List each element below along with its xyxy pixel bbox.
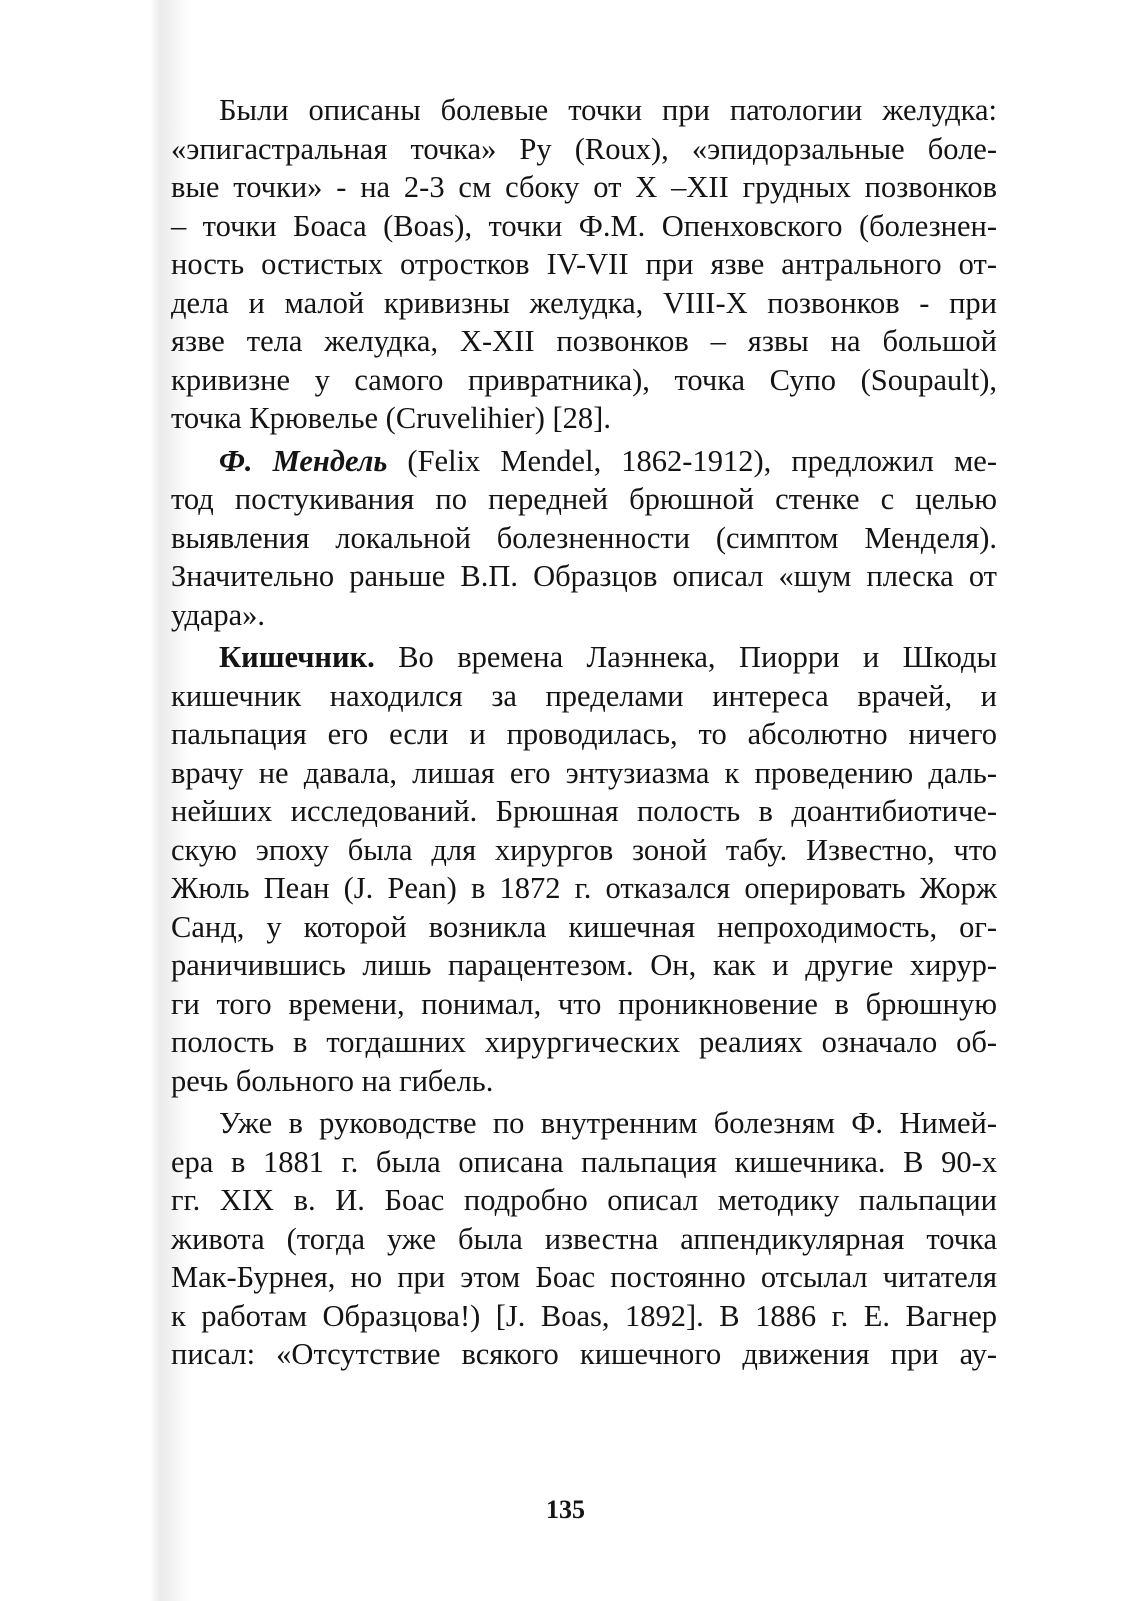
text-line: кишечник находился за пределами интереса врачей, и (171, 678, 997, 713)
paragraph-mendel (171, 442, 997, 635)
text-line (171, 442, 997, 481)
text-line: к работам Образцова!) [J. Boas, 1892]. В 1886 г. Е. Вагнер (171, 1298, 997, 1333)
text-span: (Felix Mendel, 1862-1912), предложил ме- (387, 443, 997, 478)
text-line (171, 638, 997, 677)
scan-gutter-shadow (0, 0, 200, 1601)
text-line: ги того времени, понимал, что проникновение в брюшную (171, 986, 997, 1021)
paragraph-gastric-pain-points (171, 91, 997, 438)
text-line: Жюль Пеан (J. Pean) в 1872 г. отказался оперировать Жорж (171, 871, 997, 905)
text-line: ера в 1881 г. была описана пальпация кишечника. В 90-х (171, 1144, 997, 1179)
text-line: кривизне у самого привратника), точка Супо (Soupault), (171, 362, 997, 397)
text-line: пальпация его если и проводилась, то абсолютно ничего (171, 717, 997, 751)
text-line: раничившись лишь парацентезом. Он, как и другие хирур- (171, 948, 997, 982)
text-line: Мак-Бурнея, но при этом Боас постоянно отсылал читателя (171, 1260, 997, 1294)
page-number: 135 (546, 1495, 585, 1524)
text-line: дела и малой кривизны желудка, VIII-X позвонков - при (171, 285, 997, 320)
text-line: Уже в руководстве по внутренним болезням Ф. Нимей- (219, 1106, 997, 1140)
text-line: скую эпоху была для хирургов зоной табу. Известно, что (171, 832, 997, 867)
text-line: выявления локальной болезненности (симптом Менделя). (171, 520, 997, 555)
text-line: ность остистых отростков IV-VII при язве антрального от- (171, 247, 997, 281)
text-line: тод постукивания по передней брюшной стенке с целью (171, 482, 997, 516)
page-body (171, 91, 997, 1374)
section-heading-intestine: Кишечник. (219, 640, 375, 674)
paragraph-palpation-history (171, 1104, 997, 1374)
text-line: писал: «Отсутствие всякого кишечного движения при ау- (171, 1337, 997, 1371)
person-name-mendel: Ф. Мендель (219, 443, 388, 478)
text-line: вые точки» - на 2-3 см сбоку от X –XII грудных позвонков (171, 170, 997, 204)
text-line: точка Крювелье (Cruvelihier) [28]. (171, 401, 611, 435)
text-line: врачу не давала, лишая его энтузиазма к проведению даль- (171, 755, 997, 790)
text-line: язве тела желудка, X-XII позвонков – язвы на большой (171, 324, 997, 358)
text-line: «эпигастральная точка» Ру (Roux), «эпидорзальные боле- (171, 131, 997, 166)
text-line: удара». (171, 597, 266, 632)
text-line: Санд, у которой возникла кишечная непроходимость, ог- (171, 909, 997, 944)
text-line: – точки Боаса (Boas), точки Ф.М. Опенховского (болезнен- (171, 208, 997, 243)
text-span: Во времена Лаэннека, Пиорри и Шкоды (374, 640, 997, 674)
text-line: нейших исследований. Брюшная полость в доантибиотиче- (171, 794, 997, 828)
text-line: Значительно раньше В.П. Образцов описал «шум плеска от (171, 559, 997, 593)
text-line: гг. XIX в. И. Боас подробно описал методику пальпации (171, 1183, 997, 1217)
text-line: полость в тогдашних хирургических реалиях означало об- (171, 1025, 997, 1059)
text-line: Были описаны болевые точки при патологии желудка: (219, 93, 997, 127)
paragraph-intestine (171, 638, 997, 1100)
text-line: речь больного на гибель. (171, 1063, 494, 1098)
text-line: живота (тогда уже была известна аппендикулярная точка (171, 1221, 997, 1256)
